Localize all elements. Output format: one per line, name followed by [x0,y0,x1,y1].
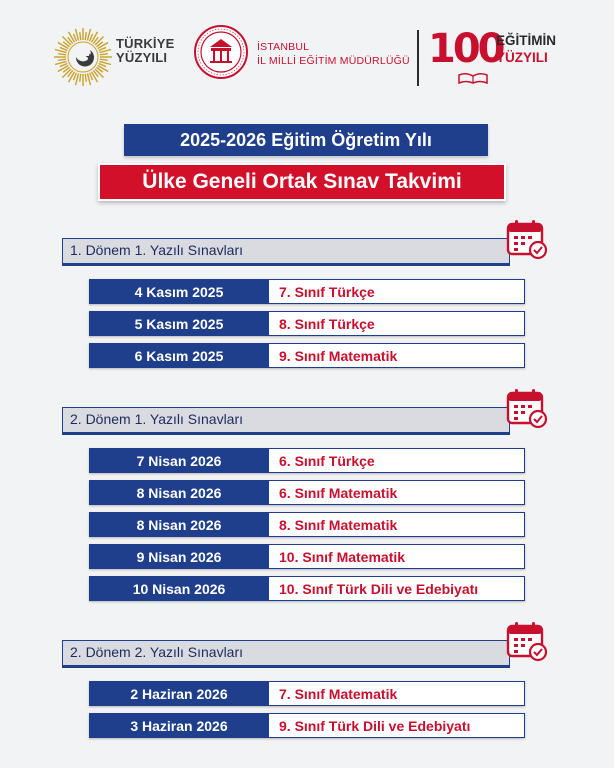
exam-subject: 8. Sınıf Türkçe [269,311,525,336]
exam-subject: 10. Sınıf Türk Dili ve Edebiyatı [269,576,525,601]
wordmark-line-2: YÜZYILI [116,50,168,65]
sun-ray [92,72,98,82]
sun-ray [100,59,108,60]
exam-date: 7 Nisan 2026 [89,448,269,473]
exam-row [89,480,525,505]
exam-row [89,576,525,601]
meb-line-2: İL MİLLİ EĞİTİM MÜDÜRLÜĞÜ [257,55,410,67]
sun-ray [69,32,75,42]
yuzyili-label: YÜZYILI [496,50,548,65]
section-header [62,640,510,668]
logo-divider [417,30,419,86]
section-title: 2. Dönem 2. Yazılı Sınavları [70,644,244,660]
exam-date: 6 Kasım 2025 [89,343,269,368]
exam-calendar-title: Ülke Geneli Ortak Sınav Takvimi [98,163,506,201]
meb-wordmark [257,40,410,68]
exam-date: 10 Nisan 2026 [89,576,269,601]
exam-date: 2 Haziran 2026 [89,681,269,706]
exam-row [89,681,525,706]
sun-ray [85,74,86,82]
section-title: 2. Dönem 1. Yazılı Sınavları [70,411,244,427]
exam-subject: 7. Sınıf Türkçe [269,279,525,304]
logo-row [0,22,614,102]
exam-subject: 10. Sınıf Matematik [269,544,525,569]
sun-ray [92,32,98,42]
exam-subject: 8. Sınıf Matematik [269,512,525,537]
exam-date: 8 Nisan 2026 [89,512,269,537]
exam-date: 4 Kasım 2025 [89,279,269,304]
sun-ray [58,43,68,49]
exam-date: 8 Nisan 2026 [89,480,269,505]
meb-seal-icon [193,24,249,80]
hundred-number: 100 [428,26,503,72]
exam-row [89,713,525,738]
exam-row [89,544,525,569]
exam-subject: 9. Sınıf Türk Dili ve Edebiyatı [269,713,525,738]
exam-date: 3 Haziran 2026 [89,713,269,738]
calendar-check-icon [505,619,549,663]
section-title: 1. Dönem 1. Yazılı Sınavları [70,242,244,258]
sun-ray [98,66,108,72]
exam-subject: 6. Sınıf Türkçe [269,448,525,473]
exam-subject: 9. Sınıf Matematik [269,343,525,368]
sun-ray [80,74,81,82]
open-book-icon [458,72,488,84]
exam-row [89,311,525,336]
section-header [62,407,510,435]
academic-year-title: 2025-2026 Eğitim Öğretim Yılı [124,124,488,156]
sun-ray [58,66,68,72]
egitimin-yuzyili-logo [428,26,578,96]
section-header [62,238,510,266]
exam-date: 5 Kasım 2025 [89,311,269,336]
turkiye-yuzyili-logo [48,22,178,102]
exam-subject: 6. Sınıf Matematik [269,480,525,505]
exam-row [89,512,525,537]
exam-row [89,279,525,304]
exam-date: 9 Nisan 2026 [89,544,269,569]
calendar-check-icon [505,217,549,261]
sun-ray [58,54,66,55]
exam-row [89,343,525,368]
sun-rays-icon [52,26,114,88]
meb-logo [193,24,423,94]
sun-ray [85,32,86,40]
sun-ray [80,32,81,40]
turkiye-yuzyili-wordmark [116,37,174,65]
egitimin-label: EĞİTİMİN [496,33,556,48]
sun-ray [58,59,66,60]
calendar-check-icon [505,386,549,430]
sun-ray [69,72,75,82]
exam-subject: 7. Sınıf Matematik [269,681,525,706]
wordmark-line-1: TÜRKİYE [116,36,175,51]
meb-line-1: İSTANBUL [257,41,310,53]
sun-ray [100,54,108,55]
sun-ray [98,43,108,49]
exam-row [89,448,525,473]
